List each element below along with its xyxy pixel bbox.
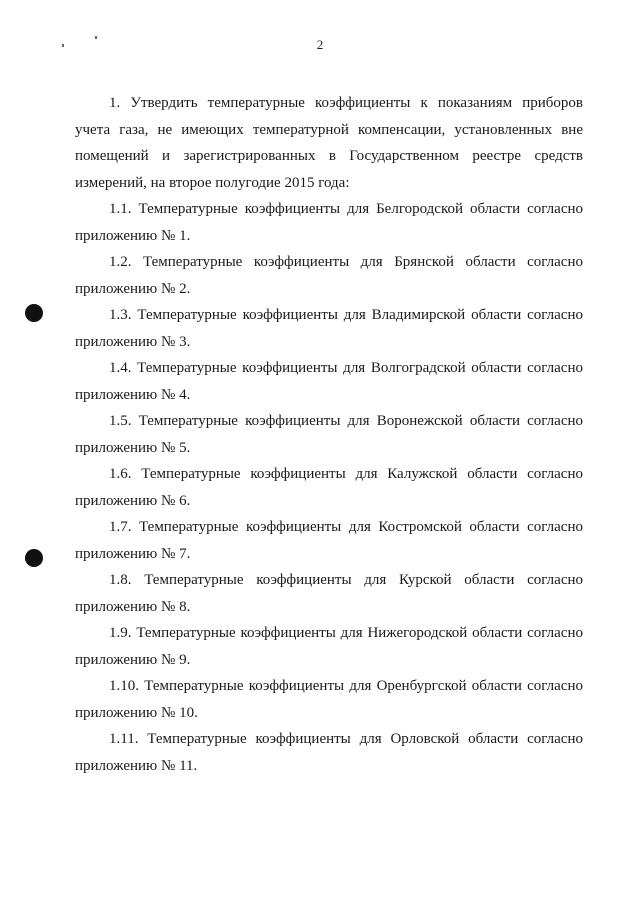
- item-line: 1.4. Температурные коэффициенты для Волгоградской области согласно: [109, 360, 583, 376]
- item-line: приложению № 11.: [75, 757, 198, 774]
- item-line: 1.2. Температурные коэффициенты для Брянской области согласно: [109, 254, 583, 270]
- list-item: [75, 408, 583, 461]
- list-item: [75, 726, 583, 779]
- intro-line: помещений и зарегистрированных в Государственном реестре средств: [75, 148, 583, 164]
- item-line: приложению № 8.: [75, 598, 191, 615]
- item-line: приложению № 6.: [75, 492, 191, 509]
- item-line: 1.5. Температурные коэффициенты для Воронежской области согласно: [109, 413, 583, 429]
- punch-hole-top: [25, 304, 43, 322]
- item-line: 1.9. Температурные коэффициенты для Нижегородской области согласно: [109, 625, 583, 641]
- item-line: приложению № 1.: [75, 227, 191, 244]
- item-line: 1.3. Температурные коэффициенты для Владимирской области согласно: [109, 307, 583, 323]
- item-line: приложению № 5.: [75, 439, 191, 456]
- item-line: 1.6. Температурные коэффициенты для Калужской области согласно: [109, 466, 583, 482]
- item-line: приложению № 10.: [75, 704, 198, 721]
- list-item: [75, 514, 583, 567]
- list-item: [75, 196, 583, 249]
- list-item: [75, 249, 583, 302]
- list-item: [75, 461, 583, 514]
- intro-paragraph: [75, 90, 583, 196]
- intro-line: измерений, на второе полугодие 2015 года:: [75, 174, 350, 191]
- list-item: [75, 567, 583, 620]
- list-item: [75, 355, 583, 408]
- item-line: приложению № 9.: [75, 651, 191, 668]
- list-item: [75, 302, 583, 355]
- item-line: 1.7. Температурные коэффициенты для Костромской области согласно: [109, 519, 583, 535]
- intro-line: 1. Утвердить температурные коэффициенты к показаниям приборов: [109, 95, 583, 111]
- punch-hole-bottom: [25, 549, 43, 567]
- item-line: 1.1. Температурные коэффициенты для Белгородской области согласно: [109, 201, 583, 217]
- item-line: 1.10. Температурные коэффициенты для Оренбургской области согласно: [109, 678, 583, 694]
- item-line: 1.11. Температурные коэффициенты для Орловской области согласно: [109, 731, 583, 747]
- item-line: 1.8. Температурные коэффициенты для Курской области согласно: [109, 572, 583, 588]
- item-line: приложению № 4.: [75, 386, 191, 403]
- list-item: [75, 620, 583, 673]
- item-line: приложению № 7.: [75, 545, 191, 562]
- item-line: приложению № 2.: [75, 280, 191, 297]
- document-body: [75, 90, 583, 779]
- page-number: 2: [316, 37, 324, 52]
- intro-line: учета газа, не имеющих температурной компенсации, установленных вне: [75, 121, 583, 138]
- item-line: приложению № 3.: [75, 333, 191, 350]
- list-item: [75, 673, 583, 726]
